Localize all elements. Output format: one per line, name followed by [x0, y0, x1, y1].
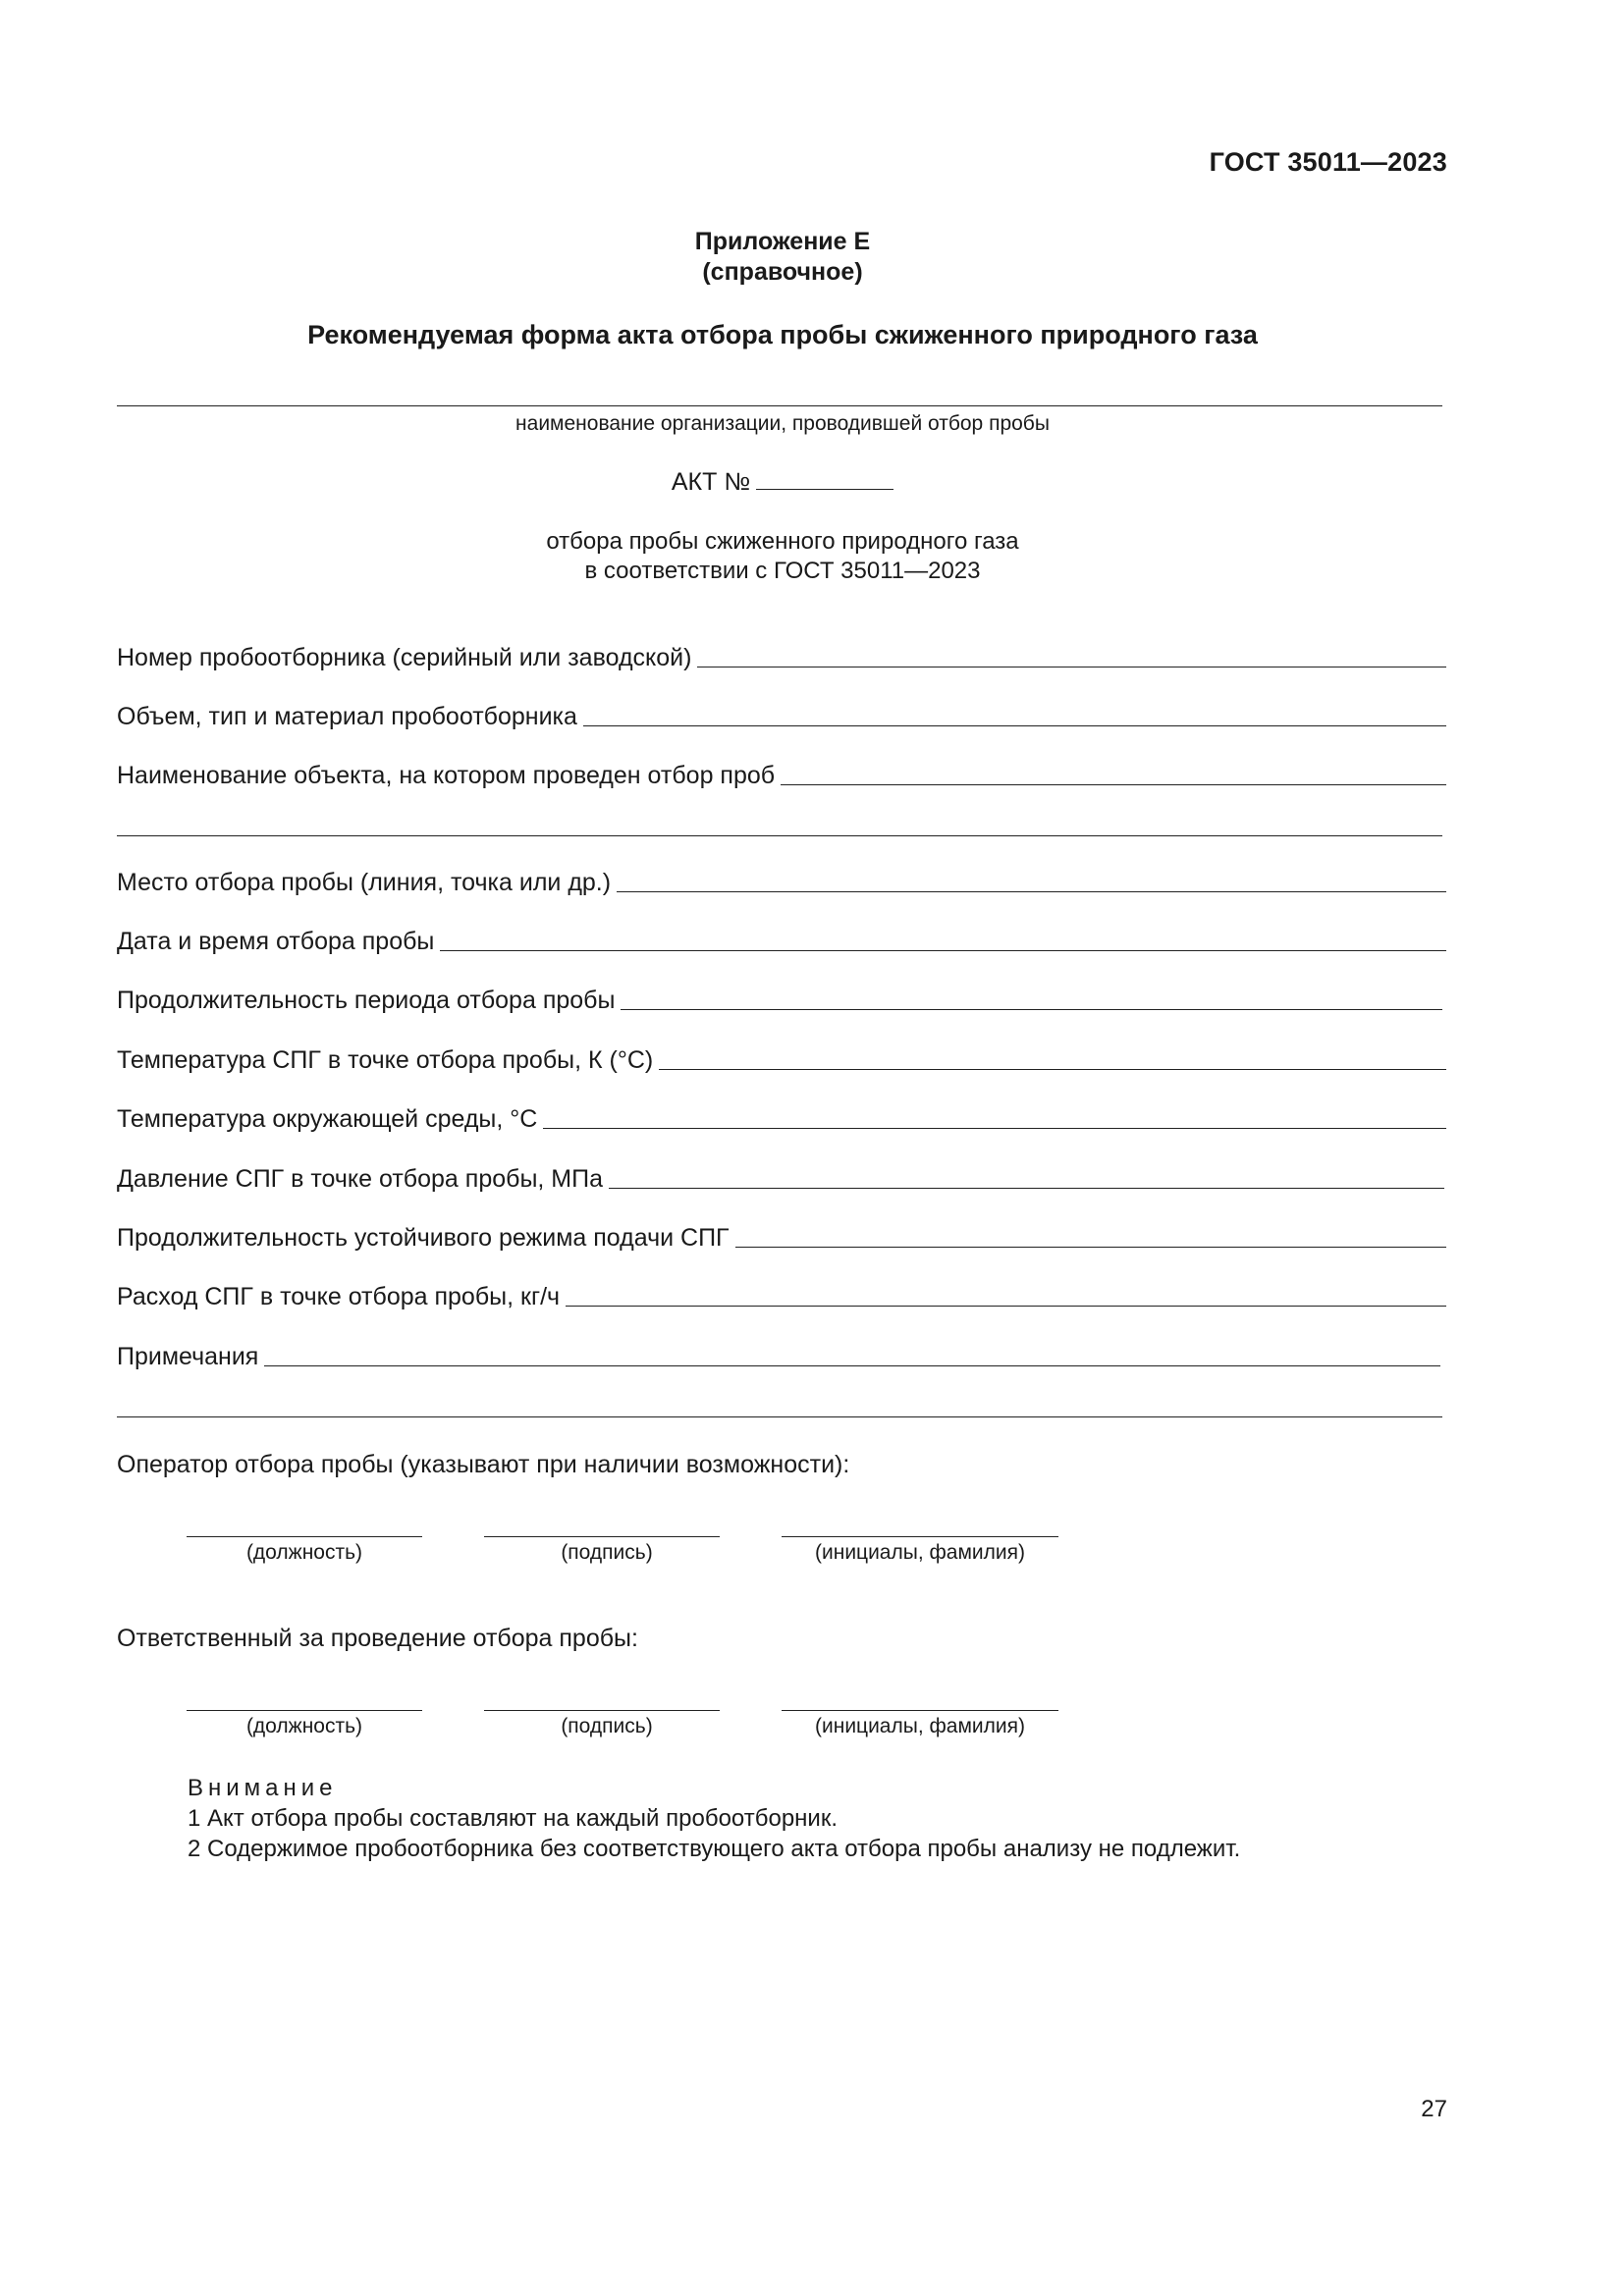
field-lng-flow-rate — [117, 1283, 1446, 1311]
field-object-name-continuation-line[interactable] — [117, 835, 1442, 836]
field-object-name — [117, 762, 1446, 790]
field-label: Примечания — [117, 1343, 259, 1370]
field-sampler-number — [117, 644, 1446, 672]
page-number: 27 — [1421, 2096, 1447, 2122]
field-input-line[interactable] — [781, 784, 1446, 785]
appendix-type: (справочное) — [702, 258, 863, 286]
responsible-name-line[interactable] — [782, 1710, 1058, 1711]
field-label: Наименование объекта, на котором проведен отбор проб — [117, 762, 776, 789]
field-input-line[interactable] — [617, 891, 1446, 892]
responsible-signature-line[interactable] — [484, 1710, 720, 1711]
operator-name-line[interactable] — [782, 1536, 1058, 1537]
field-steady-supply-duration — [117, 1224, 1446, 1253]
note-item-2: 2 Содержимое пробоотборника без соответствующего акта отбора пробы анализу не подлежит. — [188, 1836, 1241, 1862]
field-input-line[interactable] — [735, 1247, 1446, 1248]
field-label: Температура СПГ в точке отбора пробы, К (°С) — [117, 1046, 654, 1074]
act-subtitle-2: в соответствии с ГОСТ 35011—2023 — [584, 558, 981, 584]
field-sampler-volume — [117, 703, 1446, 731]
field-input-line[interactable] — [566, 1306, 1446, 1307]
field-label: Номер пробоотборника (серийный или заводской) — [117, 644, 692, 671]
organization-caption: наименование организации, проводившей отбор пробы — [515, 412, 1050, 435]
field-input-line[interactable] — [440, 950, 1446, 951]
organization-name-line[interactable] — [117, 405, 1442, 406]
field-label: Продолжительность устойчивого режима подачи СПГ — [117, 1224, 730, 1252]
note-item-1: 1 Акт отбора пробы составляют на каждый пробоотборник. — [188, 1805, 838, 1832]
operator-position-caption: (должность) — [245, 1541, 363, 1564]
appendix-title: Приложение Е — [694, 228, 871, 255]
act-subtitle-1: отбора пробы сжиженного природного газа — [546, 528, 1019, 555]
field-label: Место отбора пробы (линия, точка или др.) — [117, 869, 612, 896]
field-input-line[interactable] — [659, 1069, 1446, 1070]
operator-position-line[interactable] — [187, 1536, 422, 1537]
act-label: АКТ № — [671, 468, 751, 496]
field-sampling-place — [117, 869, 1446, 897]
operator-signature-caption: (подпись) — [561, 1541, 653, 1564]
notes-heading: Внимание — [188, 1775, 338, 1801]
act-number-field[interactable] — [756, 467, 893, 490]
field-ambient-temperature — [117, 1105, 1446, 1134]
field-input-line[interactable] — [583, 725, 1446, 726]
field-lng-temperature — [117, 1046, 1446, 1075]
responsible-label: Ответственный за проведение отбора пробы: — [117, 1625, 638, 1652]
field-label: Расход СПГ в точке отбора пробы, кг/ч — [117, 1283, 561, 1310]
document-code: ГОСТ 35011—2023 — [1209, 147, 1447, 177]
responsible-position-line[interactable] — [187, 1710, 422, 1711]
field-input-line[interactable] — [264, 1365, 1440, 1366]
responsible-position-caption: (должность) — [245, 1715, 363, 1737]
act-number-line — [0, 467, 1565, 497]
field-input-line[interactable] — [543, 1128, 1446, 1129]
field-input-line[interactable] — [609, 1188, 1444, 1189]
operator-label: Оператор отбора пробы (указывают при наличии возможности): — [117, 1451, 850, 1478]
field-label: Объем, тип и материал пробоотборника — [117, 703, 577, 730]
responsible-signature-caption: (подпись) — [561, 1715, 653, 1737]
field-remarks-continuation-line[interactable] — [117, 1416, 1442, 1417]
field-label: Продолжительность периода отбора пробы — [117, 987, 616, 1014]
field-label: Давление СПГ в точке отбора пробы, МПа — [117, 1165, 604, 1193]
field-label: Дата и время отбора пробы — [117, 928, 435, 955]
responsible-name-caption: (инициалы, фамилия) — [815, 1715, 1025, 1737]
operator-name-caption: (инициалы, фамилия) — [815, 1541, 1025, 1564]
operator-signature-line[interactable] — [484, 1536, 720, 1537]
field-lng-pressure — [117, 1165, 1444, 1194]
field-sampling-duration — [117, 987, 1442, 1015]
field-label: Температура окружающей среды, °С — [117, 1105, 538, 1133]
field-sampling-datetime — [117, 928, 1446, 956]
field-remarks — [117, 1343, 1440, 1371]
form-title: Рекомендуемая форма акта отбора пробы сжиженного природного газа — [307, 320, 1258, 349]
field-input-line[interactable] — [621, 1009, 1442, 1010]
